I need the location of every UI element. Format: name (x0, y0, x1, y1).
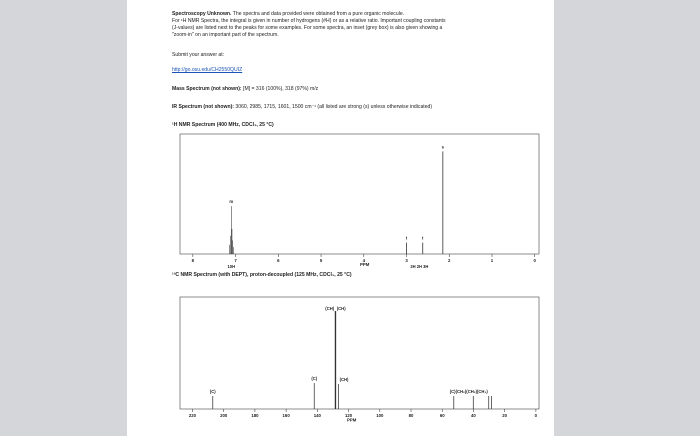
c-nmr-tick-label: 220 (188, 413, 197, 418)
c-nmr-tick-label: 20 (502, 413, 508, 418)
c-nmr-tick-label: 180 (251, 413, 259, 418)
document-page (127, 0, 554, 436)
c-nmr-peak-label: (CH) (325, 306, 335, 311)
c-nmr-tick-label: 140 (313, 413, 321, 418)
c-nmr-tick-label: 60 (439, 413, 445, 418)
h-nmr-aromatic-multiplet (230, 206, 234, 254)
c-nmr-tick-label: 100 (376, 413, 384, 418)
h-nmr-tick-label: 7 (234, 258, 237, 263)
c-nmr-tick-label: 40 (471, 413, 476, 418)
c-nmr-title: ¹³C NMR Spectrum (with DEPT), proton-decoupled (125 MHz, CDCl₃, 25 °C) (172, 272, 352, 278)
c-nmr-peak-label: (C) (209, 389, 216, 394)
h-nmr-tick-label: 2 (448, 258, 451, 263)
h-nmr-title: ¹H NMR Spectrum (400 MHz, CDCl₃, 25 °C) (172, 122, 274, 128)
h-nmr-plot-frame (180, 134, 539, 254)
h-nmr-tick-label: 4 (362, 258, 365, 263)
c-nmr-peak-label: (CH₃) (477, 389, 488, 394)
ir-spectrum-line (172, 104, 432, 110)
c-nmr-tick-label: 0 (534, 413, 538, 418)
c-nmr-tick-label: 120 (344, 413, 353, 418)
c-nmr-spectrum (172, 287, 547, 427)
h-nmr-peak-label: t (405, 235, 408, 241)
submit-label: Submit your answer at: (172, 52, 225, 58)
h-nmr-tick-label: 1 (490, 258, 494, 263)
h-nmr-tick-label: 5 (319, 258, 323, 263)
h-nmr-spectrum (172, 132, 547, 277)
h-nmr-peak-label: s (441, 144, 445, 150)
mass-spectrum-line (172, 86, 318, 92)
ir-label: IR Spectrum (not shown): (172, 104, 234, 110)
h-nmr-peak-label: m (229, 199, 234, 205)
h-nmr-peak-label: t (422, 235, 424, 241)
intro-line-2: For ¹H NMR Spectra, the integral is given in number of hydrogens (#H) or as a relative ratio. Important coupling constants (172, 18, 446, 24)
intro-line-4: "zoom-in" on an important part of the spectrum. (172, 32, 279, 38)
mass-value: [M] = 316 (100%), 318 (97%) m/z (243, 86, 319, 92)
c-nmr-peak-label: (CH₂) (466, 389, 478, 394)
mass-label: Mass Spectrum (not shown): (172, 86, 242, 92)
c-nmr-axis-unit: PPM (347, 417, 357, 423)
h-nmr-integral: 2H 2H 3H (410, 264, 429, 269)
c-nmr-tick-label: 200 (220, 413, 228, 418)
h-nmr-axis-unit: PPM (359, 262, 370, 267)
h-nmr-tick-label: 3 (405, 258, 408, 263)
c-nmr-peak-label: (CH₂) (455, 389, 467, 394)
c-nmr-tick-label: 160 (282, 413, 290, 418)
c-nmr-peak-label: (CH) (339, 377, 349, 382)
ir-value: 3060, 2985, 1715, 1601, 1500 cm⁻¹ (all listed are strong (s) unless otherwise indicated) (235, 104, 433, 110)
h-nmr-integral: 10H (227, 264, 236, 269)
c-nmr-peak-label: (C) (449, 389, 456, 394)
intro-line-3: (J-values) are listed next to the peaks for some examples. For some spectra, an inset (grey box) is also given showing a (172, 25, 443, 31)
c-nmr-tick-label: 80 (408, 413, 414, 418)
h-nmr-tick-label: 8 (191, 258, 195, 263)
intro-line-1 (172, 11, 404, 17)
submit-url-link[interactable]: http://go.osu.edu/CH2550QUIZ (172, 67, 243, 73)
c-nmr-peak-label: (CH) (336, 306, 346, 311)
intro-text-1: The spectra and data provided were obtained from a pure organic molecule. (231, 11, 405, 17)
c-nmr-peak-label: (C) (311, 376, 318, 381)
h-nmr-tick-label: 6 (277, 258, 280, 263)
h-nmr-tick-label: 0 (533, 258, 536, 263)
problem-title: Spectroscopy Unknown. (172, 11, 232, 17)
